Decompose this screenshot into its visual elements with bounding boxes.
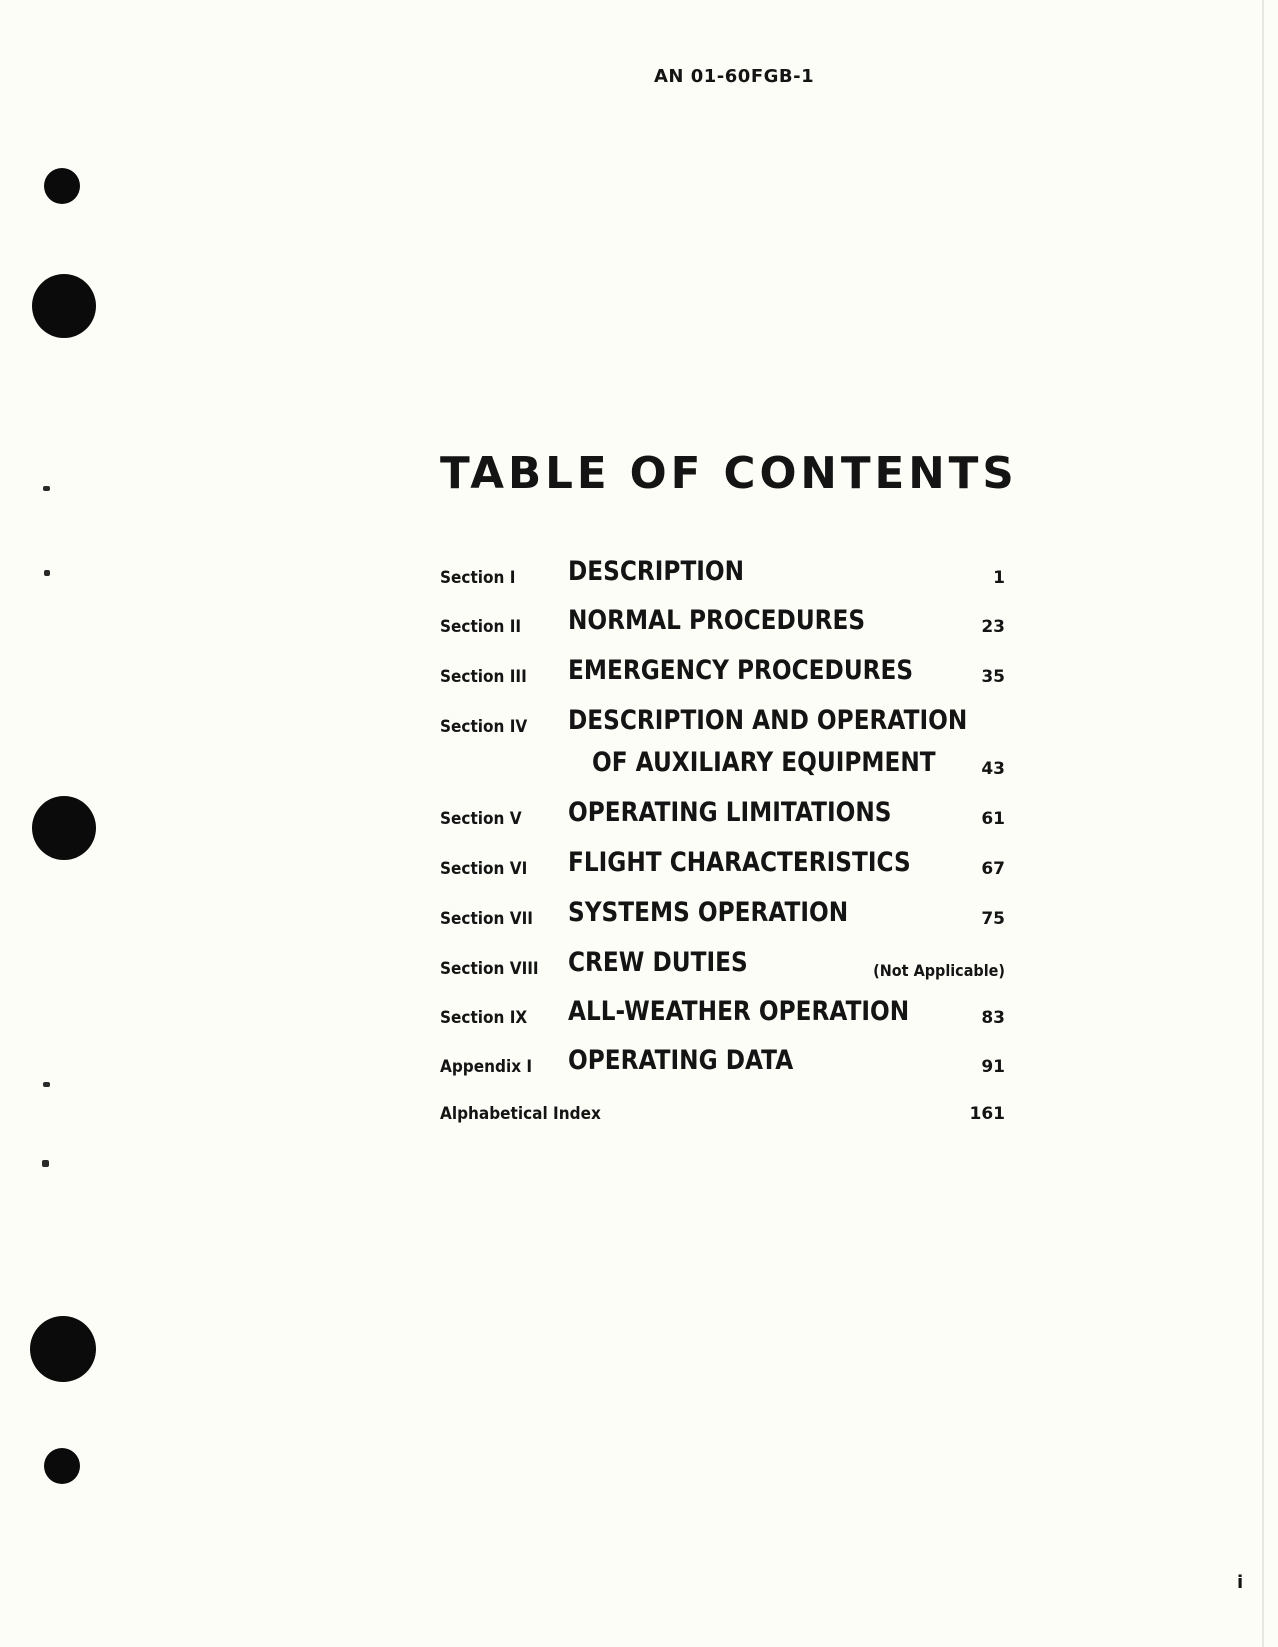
section-label: Section I <box>440 568 516 588</box>
page-speck <box>42 1160 49 1167</box>
page-number: 35 <box>981 667 1005 687</box>
section-title-continued: OF AUXILIARY EQUIPMENT <box>592 747 936 778</box>
section-title: DESCRIPTION <box>568 556 745 587</box>
page-speck <box>43 486 50 491</box>
page-number: 91 <box>981 1057 1005 1077</box>
binder-hole <box>32 796 96 860</box>
section-title: DESCRIPTION AND OPERATION <box>568 705 968 736</box>
page-speck <box>43 1082 50 1087</box>
page-folio: i <box>1237 1572 1244 1593</box>
binder-hole <box>32 274 96 338</box>
section-label: Section IX <box>440 1008 528 1028</box>
section-title: CREW DUTIES <box>568 947 748 978</box>
not-applicable-note: (Not Applicable) <box>873 961 1005 980</box>
binder-hole <box>44 168 80 204</box>
binder-hole <box>30 1316 96 1382</box>
section-label: Section IV <box>440 717 528 737</box>
page-edge <box>1262 0 1264 1647</box>
section-title: ALL-WEATHER OPERATION <box>568 996 910 1027</box>
page-number: 61 <box>981 809 1005 829</box>
table-of-contents <box>440 0 1018 1647</box>
section-title: NORMAL PROCEDURES <box>568 605 866 636</box>
page-number: 1 <box>993 568 1005 588</box>
section-label: Appendix I <box>440 1057 533 1077</box>
section-label: Section VIII <box>440 959 539 979</box>
page-number: 75 <box>981 909 1005 929</box>
section-label: Section III <box>440 667 527 687</box>
section-title: OPERATING DATA <box>568 1045 794 1076</box>
index-label: Alphabetical Index <box>440 1104 601 1124</box>
page-number: 43 <box>981 759 1005 779</box>
page-title: TABLE OF CONTENTS <box>440 448 1018 499</box>
page-number: 23 <box>981 617 1005 637</box>
document-number: AN 01-60FGB-1 <box>654 66 815 87</box>
section-title: SYSTEMS OPERATION <box>568 897 849 928</box>
page-number: 67 <box>981 859 1005 879</box>
section-label: Section VII <box>440 909 533 929</box>
section-label: Section II <box>440 617 522 637</box>
page-number: 161 <box>969 1104 1005 1124</box>
section-label: Section V <box>440 809 522 829</box>
section-title: EMERGENCY PROCEDURES <box>568 655 914 686</box>
section-title: FLIGHT CHARACTERISTICS <box>568 847 911 878</box>
page-number: 83 <box>981 1008 1005 1028</box>
binder-hole <box>44 1448 80 1484</box>
page-speck <box>44 570 50 576</box>
section-title: OPERATING LIMITATIONS <box>568 797 892 828</box>
section-label: Section VI <box>440 859 528 879</box>
